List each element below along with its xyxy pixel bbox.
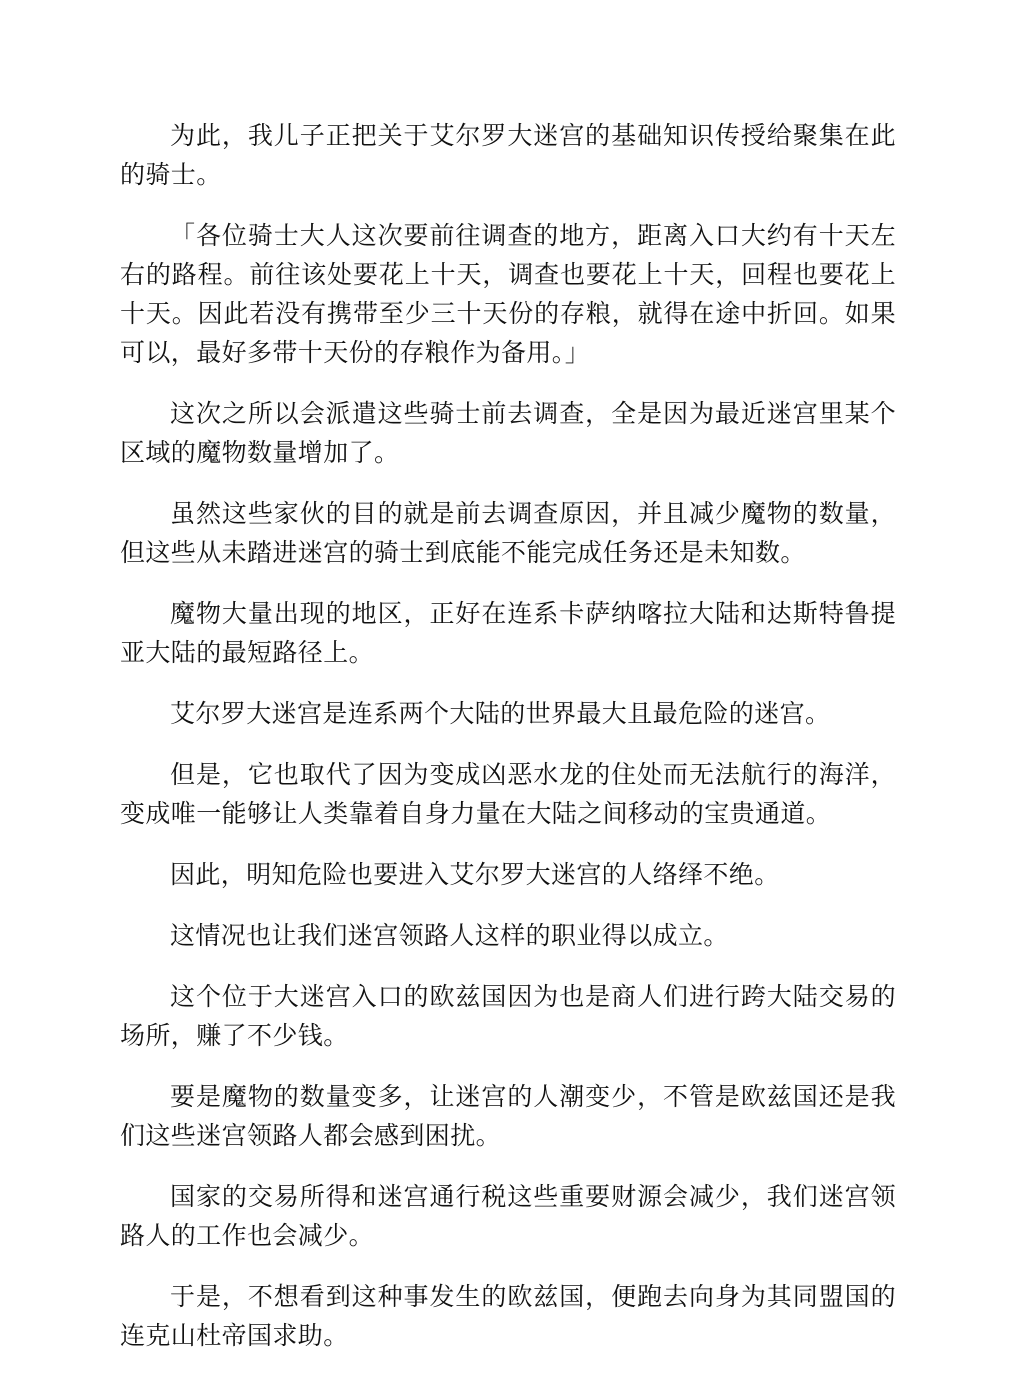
paragraph: 艾尔罗大迷宫是连系两个大陆的世界最大且最危险的迷宫。 [170,699,831,728]
paragraph: 为此，我儿子正把关于艾尔罗大迷宫的基础知识传授给聚集在此的骑士。 [120,121,896,189]
paragraph: 这个位于大迷宫入口的欧兹国因为也是商人们进行跨大陆交易的场所，赚了不少钱。 [120,982,896,1050]
paragraph: 国家的交易所得和迷宫通行税这些重要财源会减少，我们迷宫领路人的工作也会减少。 [120,1182,896,1250]
paragraph: 魔物大量出现的地区，正好在连系卡萨纳喀拉大陆和达斯特鲁提亚大陆的最短路径上。 [120,599,896,667]
paragraph: 但是，它也取代了因为变成凶恶水龙的住处而无法航行的海洋，变成唯一能够让人类靠着自身力量在大陆之间移动的宝贵通道。 [120,760,896,828]
paragraph: 因此，明知危险也要进入艾尔罗大迷宫的人络绎不绝。 [170,860,780,889]
paragraph: 要是魔物的数量变多，让迷宫的人潮变少，不管是欧兹国还是我们这些迷宫领路人都会感到困扰。 [120,1082,896,1150]
body-text [120,116,896,1377]
paragraph: 「各位骑士大人这次要前往调查的地方，距离入口大约有十天左右的路程。前往该处要花上十天，调查也要花上十天，回程也要花上十天。因此若没有携带至少三十天份的存粮，就得在途中折回。如果可以，最好多带十天份的存粮作为备用。」 [120,221,896,367]
paragraph: 这情况也让我们迷宫领路人这样的职业得以成立。 [170,921,729,950]
paragraph: 虽然这些家伙的目的就是前去调查原因，并且减少魔物的数量，但这些从未踏进迷宫的骑士到底能不能完成任务还是未知数。 [120,499,896,567]
paragraph: 这次之所以会派遣这些骑士前去调查，全是因为最近迷宫里某个区域的魔物数量增加了。 [120,399,896,467]
paragraph: 于是，不想看到这种事发生的欧兹国，便跑去向身为其同盟国的连克山杜帝国求助。 [120,1282,896,1350]
